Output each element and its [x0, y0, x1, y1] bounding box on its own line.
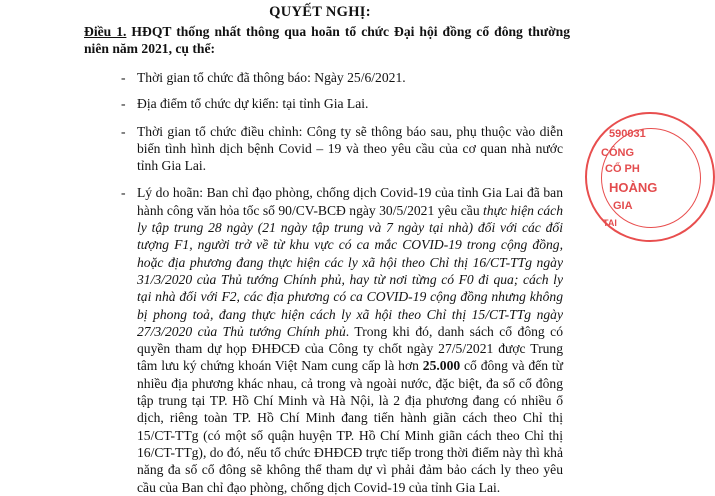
reason-text-1: Lý do hoãn: Ban chỉ đạo phòng, chống dịch Covid-19 của tỉnh Gia Lai đã ban hành công văn hỏa tốc số 90/CV-BCĐ ngày 30/5/2021 yêu cầu	[137, 185, 563, 218]
stamp-number: 590031	[609, 128, 646, 140]
company-seal-stamp	[585, 112, 715, 242]
bullet-text: Thời gian tổ chức điều chỉnh: Công ty sẽ thông báo sau, phụ thuộc vào diễn biến tình hình dịch bệnh Covid – 19 và theo yêu cầu của cơ quan nhà nước tỉnh Gia Lai.	[137, 123, 563, 174]
bullet-location	[97, 95, 563, 112]
bullet-text: Địa điểm tổ chức dự kiến: tại tỉnh Gia Lai.	[137, 96, 369, 112]
reason-text-2: . Trong khi đó, danh sách cổ đông có quyền tham dự họp ĐHĐCĐ của Công ty chốt ngày 27/5/2021 được Trung tâm lưu ký chứng khoán Việt Nam cung cấp là hơn	[137, 323, 563, 374]
resolution-heading: QUYẾT NGHỊ:	[269, 4, 371, 20]
bullet-scheduled-time	[97, 69, 563, 86]
bullet-dash: -	[121, 185, 126, 201]
stamp-text-4: GIA	[613, 200, 633, 212]
bullet-list	[97, 69, 563, 496]
stamp-text-3: HOÀNG	[609, 180, 658, 195]
stamp-text-2: CỔ PH	[605, 163, 640, 175]
bullet-dash: -	[121, 96, 126, 112]
bullet-text: Thời gian tổ chức đã thông báo: Ngày 25/6/2021.	[137, 70, 406, 85]
article-1	[84, 23, 570, 57]
shareholder-count: 25.000	[422, 358, 461, 374]
stamp-text-1: CÔNG	[601, 147, 634, 159]
bullet-reason	[97, 184, 563, 495]
reason-text-3: cổ đông và đến từ nhiều địa phương khác nhau, cả trong và ngoài nước, đặc biệt, đa số cổ đông tập trung tại TP. Hồ Chí Minh và Hà Nội, là 2 địa phương đang có nhiều ổ dịch, riêng toàn TP. Hồ Chí Minh đang tiến hành giãn cách theo Chỉ thị 15/CT-TTg (có một số quận huyện TP. Hồ Chí Minh giãn cách theo Chỉ thị 16/CT-TTg), do đó, nếu tổ chức ĐHĐCĐ trực tiếp trong thời điểm này thì khả năng đa số cổ đông sẽ không thể tham dự vì phải đảm bảo cách ly theo yêu cầu của Ban chỉ đạo phòng, chống dịch Covid-19 của tỉnh Gia Lai.	[137, 358, 563, 495]
article-text: HĐQT thống nhất thông qua hoãn tổ chức Đại hội đồng cổ đông thường niên năm 2021, cụ thể:	[84, 24, 570, 57]
article-label: Điều 1.	[84, 24, 127, 39]
stamp-text-5: TAI	[603, 218, 617, 228]
stamp-inner-ring	[601, 128, 701, 228]
reason-italic-text: thực hiện cách ly tập trung 28 ngày (21 ngày tập trung và 7 ngày tại nhà) đối với các đối tượng F1, người trở về từ khu vực có ca mắc COVID-19 trong cộng đồng, hoặc địa phương đang thực hiện các ly xã hội theo Chỉ thị 16/CT-TTg ngày 31/3/2020 của Thủ tướng Chính phủ, hay từ nơi từng có F0 đi qua; cách ly tại nhà đối với F2, các địa phương có ca COVID-19 cộng đồng nhưng không bị phong toả, đang thực hiện cách ly xã hội theo Chỉ thị 15/CT-TTg ngày 27/3/2020 của Thủ tướng Chính phủ	[137, 202, 563, 339]
bullet-dash: -	[121, 123, 126, 139]
bullet-dash: -	[121, 70, 126, 85]
bullet-adjusted-time	[97, 123, 563, 175]
